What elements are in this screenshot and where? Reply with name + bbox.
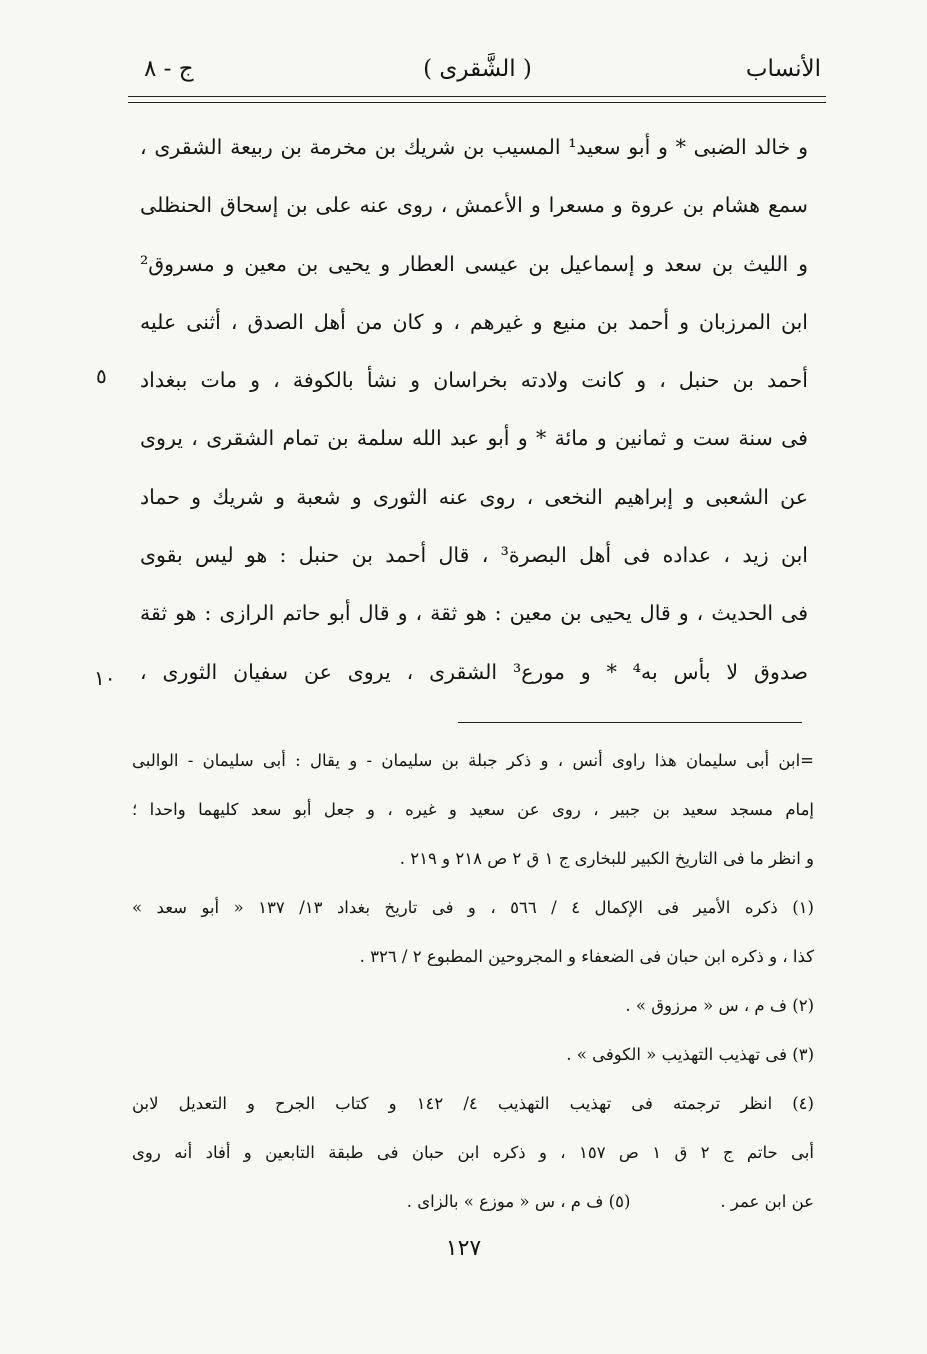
footnote-5: (٥) ف م ، س « موزع » بالزاى .: [406, 1192, 631, 1211]
header-entry-title: ( الشَّقرى ): [423, 56, 532, 82]
header-rule-bottom: [128, 102, 826, 103]
text-line: صدوق لا بأس به⁴ * و مورع³ الشقرى ، يروى عن سفيان الثورى ،: [140, 659, 808, 684]
line-number-10: ١٠: [94, 666, 116, 690]
header-book-title: الأنساب: [745, 56, 821, 82]
footnote-line: أبى حاتم ج ٢ ق ١ ص ١٥٧ ، و ذكره ابن حبان فى طبقة التابعين و أفاد أنه روى: [132, 1143, 814, 1162]
text-line: ابن زيد ، عداده فى أهل البصرة³ ، قال أحمد بن حنبل : هو ليس بقوى: [140, 543, 808, 568]
footnote-line: إمام مسجد سعيد بن جبير ، روى عن سعيد و غيره ، و جعل أبو سعد كليهما واحدا ؛: [132, 800, 814, 819]
main-text: [140, 118, 808, 701]
footnote-line: و انظر ما فى التاريخ الكبير للبخارى ج ١ ق ٢ ص ٢١٨ و ٢١٩ .: [399, 849, 814, 868]
text-line: فى سنة ست و ثمانين و مائة * و أبو عبد الله سلمة بن تمام الشقرى ، يروى: [140, 426, 808, 451]
footnote-separator: [458, 722, 802, 723]
header-volume: ج - ٨: [144, 56, 194, 82]
text-line: و الليث بن سعد و إسماعيل بن عيسى العطار و يحيى بن معين و مسروق²: [140, 251, 808, 276]
page-number: ١٢٧: [445, 1236, 482, 1261]
footnote-line: (٢) ف م ، س « مرزوق » .: [625, 996, 814, 1015]
line-number-5: ٥: [96, 364, 107, 388]
footnote-line: =ابن أبى سليمان هذا راوى أنس ، و ذكر جبلة بن سليمان - و يقال : أبى سليمان - الوالبى: [132, 751, 814, 770]
footnote-line: [132, 1177, 814, 1226]
footnote-line: (٤) انظر ترجمته فى تهذيب التهذيب ٤/ ١٤٢ و كتاب الجرح و التعديل لابن: [132, 1094, 814, 1113]
text-line: و خالد الضبى * و أبو سعيد¹ المسيب بن شريك بن مخرمة بن ربيعة الشقرى ،: [140, 135, 808, 159]
footnote-line: (١) ذكره الأمير فى الإكمال ٤ / ٥٦٦ ، و فى تاريخ بغداد ١٣/ ١٣٧ « أبو سعد »: [132, 898, 814, 917]
text-line: ابن المرزبان و أحمد بن منيع و غيرهم ، و كان من أهل الصدق ، أثنى عليه: [140, 309, 808, 334]
running-header: [130, 50, 825, 90]
header-rule-top: [128, 96, 826, 97]
footnotes: [132, 736, 814, 1226]
text-line: عن الشعبى و إبراهيم النخعى ، روى عنه الثورى و شعبة و شريك و حماد: [140, 484, 808, 509]
text-line: أحمد بن حنبل ، و كانت ولادته بخراسان و نشأ بالكوفة ، و مات ببغداد: [140, 368, 808, 393]
footnote-line-end: عن ابن عمر .: [720, 1192, 814, 1211]
text-line: سمع هشام بن عروة و مسعرا و الأعمش ، روى عنه على بن إسحاق الحنظلى: [140, 193, 808, 218]
text-line: فى الحديث ، و قال يحيى بن معين : هو ثقة ، و قال أبو حاتم الرازى : هو ثقة: [140, 601, 808, 626]
footnote-line: (٣) فى تهذيب التهذيب « الكوفى » .: [566, 1045, 814, 1064]
footnote-line: كذا ، و ذكره ابن حبان فى الضعفاء و المجروحين المطبوع ٢ / ٣٢٦ .: [359, 947, 814, 966]
